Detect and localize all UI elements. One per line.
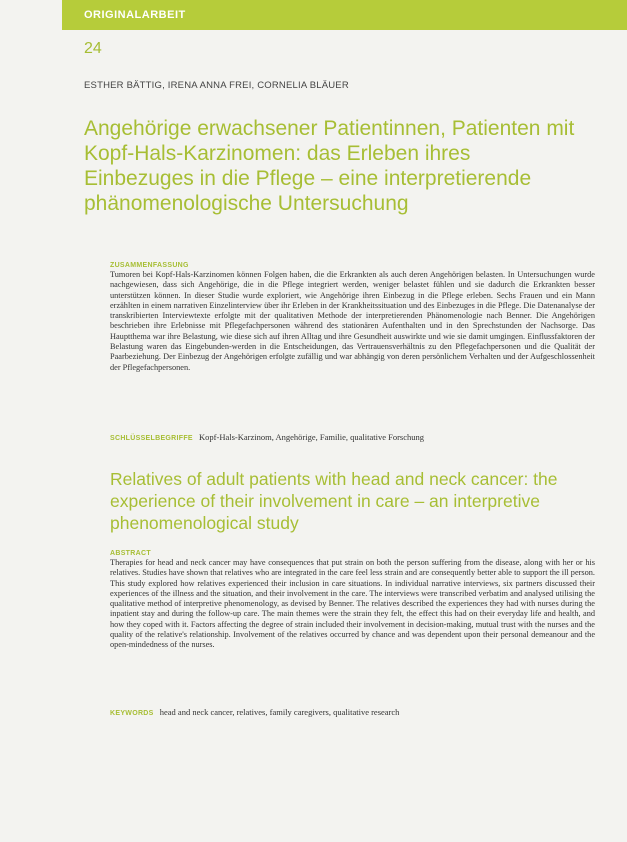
page-number: 24 — [84, 40, 102, 57]
keywords-english-label: KEYWORDS — [110, 710, 154, 717]
keywords-german-text: Kopf-Hals-Karzinom, Angehörige, Familie, qualitative Forschung — [199, 432, 424, 442]
abstract-german — [110, 262, 595, 373]
keywords-english — [110, 707, 595, 717]
abstract-english-label: ABSTRACT — [110, 550, 151, 557]
keywords-english-text: head and neck cancer, relatives, family caregivers, qualitative research — [159, 707, 400, 717]
abstract-english — [110, 550, 595, 651]
authors: ESTHER BÄTTIG, IRENA ANNA FREI, CORNELIA BLÄUER — [84, 80, 349, 91]
title-german: Angehörige erwachsener Patientinnen, Patienten mit Kopf-Hals-Karzinomen: das Erleben ihres Einbezuges in die Pflege – eine interpretierende phänomenologische Untersuchung — [84, 117, 575, 215]
section-label: ORIGINALARBEIT — [84, 9, 186, 21]
keywords-german-label: SCHLÜSSELBEGRIFFE — [110, 435, 193, 442]
abstract-german-label: ZUSAMMENFASSUNG — [110, 262, 189, 269]
keywords-german — [110, 432, 595, 442]
title-english: Relatives of adult patients with head and neck cancer: the experience of their involvement in care – an interpretive phenomenological study — [110, 469, 558, 533]
abstract-english-text: Therapies for head and neck cancer may have consequences that put strain on both the person suffering from the disease, along with her or his relatives. Studies have shown that relatives who are integrated in the care feel less strain and are consequently better able to support the ill person. This study explored how relatives experienced their inclusion in care situations. In individual narrative interviews, six partners discussed their experiences of the illness and the situation, and their involvement in the care. The interviews were transcribed verbatim and analysed utilising the qualitative method of interpretive phenomenology, as devised by Benner. The relatives described the experiences they had with nurses during the inpatient stay and during the follow-up care. The main themes were the strain they felt, the effect this had on their everyday life and health, and how they coped with it. Factors affecting the degree of strain included their involvement in decision-making, mutual trust with the nurses and the quality of the relative's relationship. Involvement of the relatives occurred by chance and was dependent upon their personal demeanour and the open-mindedness of the nurses. — [110, 558, 595, 650]
abstract-german-text: Tumoren bei Kopf-Hals-Karzinomen können Folgen haben, die die Erkrankten als auch deren Angehörigen belasten. In Untersuchungen wurde nachgewiesen, dass sich Angehörige, die in die Pflege integriert werden, weniger belastet fühlen und sie dadurch die Erkrankten besser unterstützen können. In dieser Studie wurde exploriert, wie Angehörige ihren Einbezug in die Pflege erleben. Sechs Frauen und ein Mann erzählten in einem narrativen Einzelinterview über ihr Erleben in der Krankheitssituation und des Einbezuges in die Pflege. Die Datenanalyse der transkribierten Interviewtexte erfolgte mit der qualitativen Methode der interpretierenden Phänomenologie nach Benner. Die Angehörigen beschrieben ihre Erlebnisse mit Pflegefachpersonen während des stationären Aufenthalten und in den Sprechstunden der Nachsorge. Das Hauptthema war ihre Belastung, wie diese sich auf ihren Alltag und ihre Gesundheit auswirkte und wie sie damit umgingen. Einflussfaktoren der Belastung waren das Eingebunden-werden in die Entscheidungen, das Vertrauensverhältnis zu den Pflegefachpersonen und die Qualität der Paarbeziehung. Der Einbezug der Angehörigen erfolgte zufällig und war abhängig von deren persönlichem Verhalten und der Aufgeschlossenheit der Pflegefachpersonen. — [110, 270, 595, 372]
